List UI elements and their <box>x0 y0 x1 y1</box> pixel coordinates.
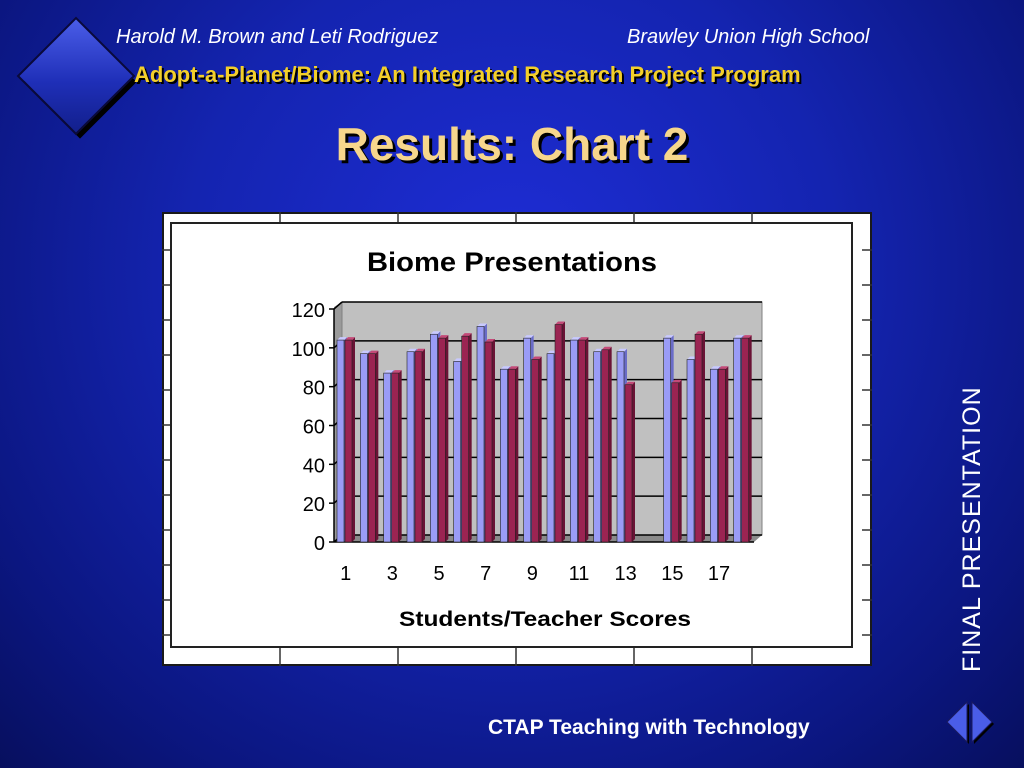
y-tick-label: 0 <box>313 533 325 555</box>
bar-side <box>469 333 472 542</box>
bar-front <box>524 338 531 542</box>
school-name: Brawley Union High School <box>627 26 870 48</box>
author-names: Harold M. Brown and Leti Rodriguez <box>116 26 439 48</box>
slide-title: Results: Chart 2 <box>335 118 689 170</box>
bar-front <box>570 340 577 542</box>
bar-front <box>664 338 671 542</box>
bar-side <box>399 370 402 542</box>
bar-series-2-cat-15 <box>672 380 682 542</box>
x-tick-label: 1 <box>340 563 352 585</box>
footer-text: CTAP Teaching with Technology <box>488 716 810 739</box>
y-tick-label: 100 <box>291 338 325 361</box>
bar-series-2-cat-10 <box>555 322 565 542</box>
bar-series-2-cat-11 <box>578 337 588 542</box>
bar-front <box>384 373 391 542</box>
bar-front <box>477 326 484 542</box>
bar-front <box>392 373 399 542</box>
bar-side <box>679 380 682 542</box>
y-tick-label: 40 <box>302 455 325 478</box>
prev-arrow-icon[interactable] <box>947 702 969 744</box>
bar-front <box>555 325 562 542</box>
chart-frame <box>162 212 872 666</box>
chart-title: Biome Presentations <box>367 247 657 277</box>
bar-front <box>415 352 422 542</box>
bar-series-2-cat-7 <box>485 339 495 542</box>
bar-side <box>352 337 355 542</box>
bar-series-2-cat-5 <box>438 335 448 542</box>
final-presentation-label: FINAL PRESENTATION <box>958 386 986 672</box>
y-tick-label: 20 <box>302 494 325 517</box>
x-axis-label: Students/Teacher Scores <box>399 608 691 631</box>
x-tick-label: 7 <box>480 563 492 585</box>
bar-front <box>742 338 749 542</box>
bar-side <box>375 351 378 542</box>
bar-side <box>515 366 518 542</box>
bar-front <box>625 385 632 542</box>
y-tick-label: 60 <box>302 416 325 439</box>
bar-front <box>337 340 344 542</box>
bar-front <box>687 359 694 542</box>
bar-side <box>539 356 542 542</box>
bar-side <box>632 382 635 542</box>
x-tick-label: 3 <box>386 563 398 585</box>
bar-front <box>602 350 609 542</box>
bar-front <box>508 369 515 542</box>
bar-front <box>532 359 539 542</box>
y-tick-label: 80 <box>302 377 325 400</box>
next-arrow-icon[interactable] <box>972 702 994 744</box>
bar-front <box>594 352 601 542</box>
bar-series-2-cat-17 <box>718 366 728 542</box>
bar-front <box>454 361 461 542</box>
bar-front <box>360 354 367 542</box>
x-tick-label: 9 <box>526 563 538 585</box>
bar-front <box>718 369 725 542</box>
bar-series-2-cat-13 <box>625 382 635 542</box>
x-tick-label: 5 <box>433 563 445 585</box>
bar-front <box>734 338 741 542</box>
bar-side <box>725 366 728 542</box>
bar-side <box>702 331 705 542</box>
bar-series-2-cat-2 <box>368 351 378 542</box>
bar-series-2-cat-9 <box>532 356 542 542</box>
x-tick-label: 15 <box>661 563 684 585</box>
bar-front <box>430 334 437 542</box>
bar-front <box>578 340 585 542</box>
y-tick-label: 120 <box>291 300 325 322</box>
bar-series-2-cat-1 <box>345 337 355 542</box>
bar-front <box>485 342 492 542</box>
bar-front <box>407 352 414 542</box>
bar-series-2-cat-8 <box>508 366 518 542</box>
x-tick-label: 11 <box>568 563 590 585</box>
bar-front <box>617 352 624 542</box>
x-tick-label: 17 <box>707 563 731 585</box>
bar-side <box>749 335 752 542</box>
bar-series-2-cat-4 <box>415 349 425 542</box>
x-tick-label: 13 <box>614 563 637 585</box>
bar-series-2-cat-6 <box>462 333 472 542</box>
bar-series-2-cat-12 <box>602 347 612 542</box>
bar-front <box>368 354 375 542</box>
bar-series-2-cat-18 <box>742 335 752 542</box>
bar-front <box>500 369 507 542</box>
bar-front <box>438 338 445 542</box>
nav-arrows <box>944 700 996 744</box>
bar-side <box>492 339 495 542</box>
bar-front <box>695 334 702 542</box>
bar-front <box>672 383 679 542</box>
bar-series-2-cat-16 <box>695 331 705 542</box>
program-subtitle: Adopt-a-Planet/Biome: An Integrated Research Project Program <box>134 62 801 87</box>
bar-front <box>710 369 717 542</box>
bar-front <box>547 354 554 542</box>
bar-series-2-cat-3 <box>392 370 402 542</box>
bar-side <box>585 337 588 542</box>
bar-side <box>609 347 612 542</box>
bar-front <box>462 336 469 542</box>
bar-side <box>422 349 425 542</box>
bar-front <box>345 340 352 542</box>
bar-side <box>445 335 448 542</box>
bar-side <box>562 322 565 542</box>
